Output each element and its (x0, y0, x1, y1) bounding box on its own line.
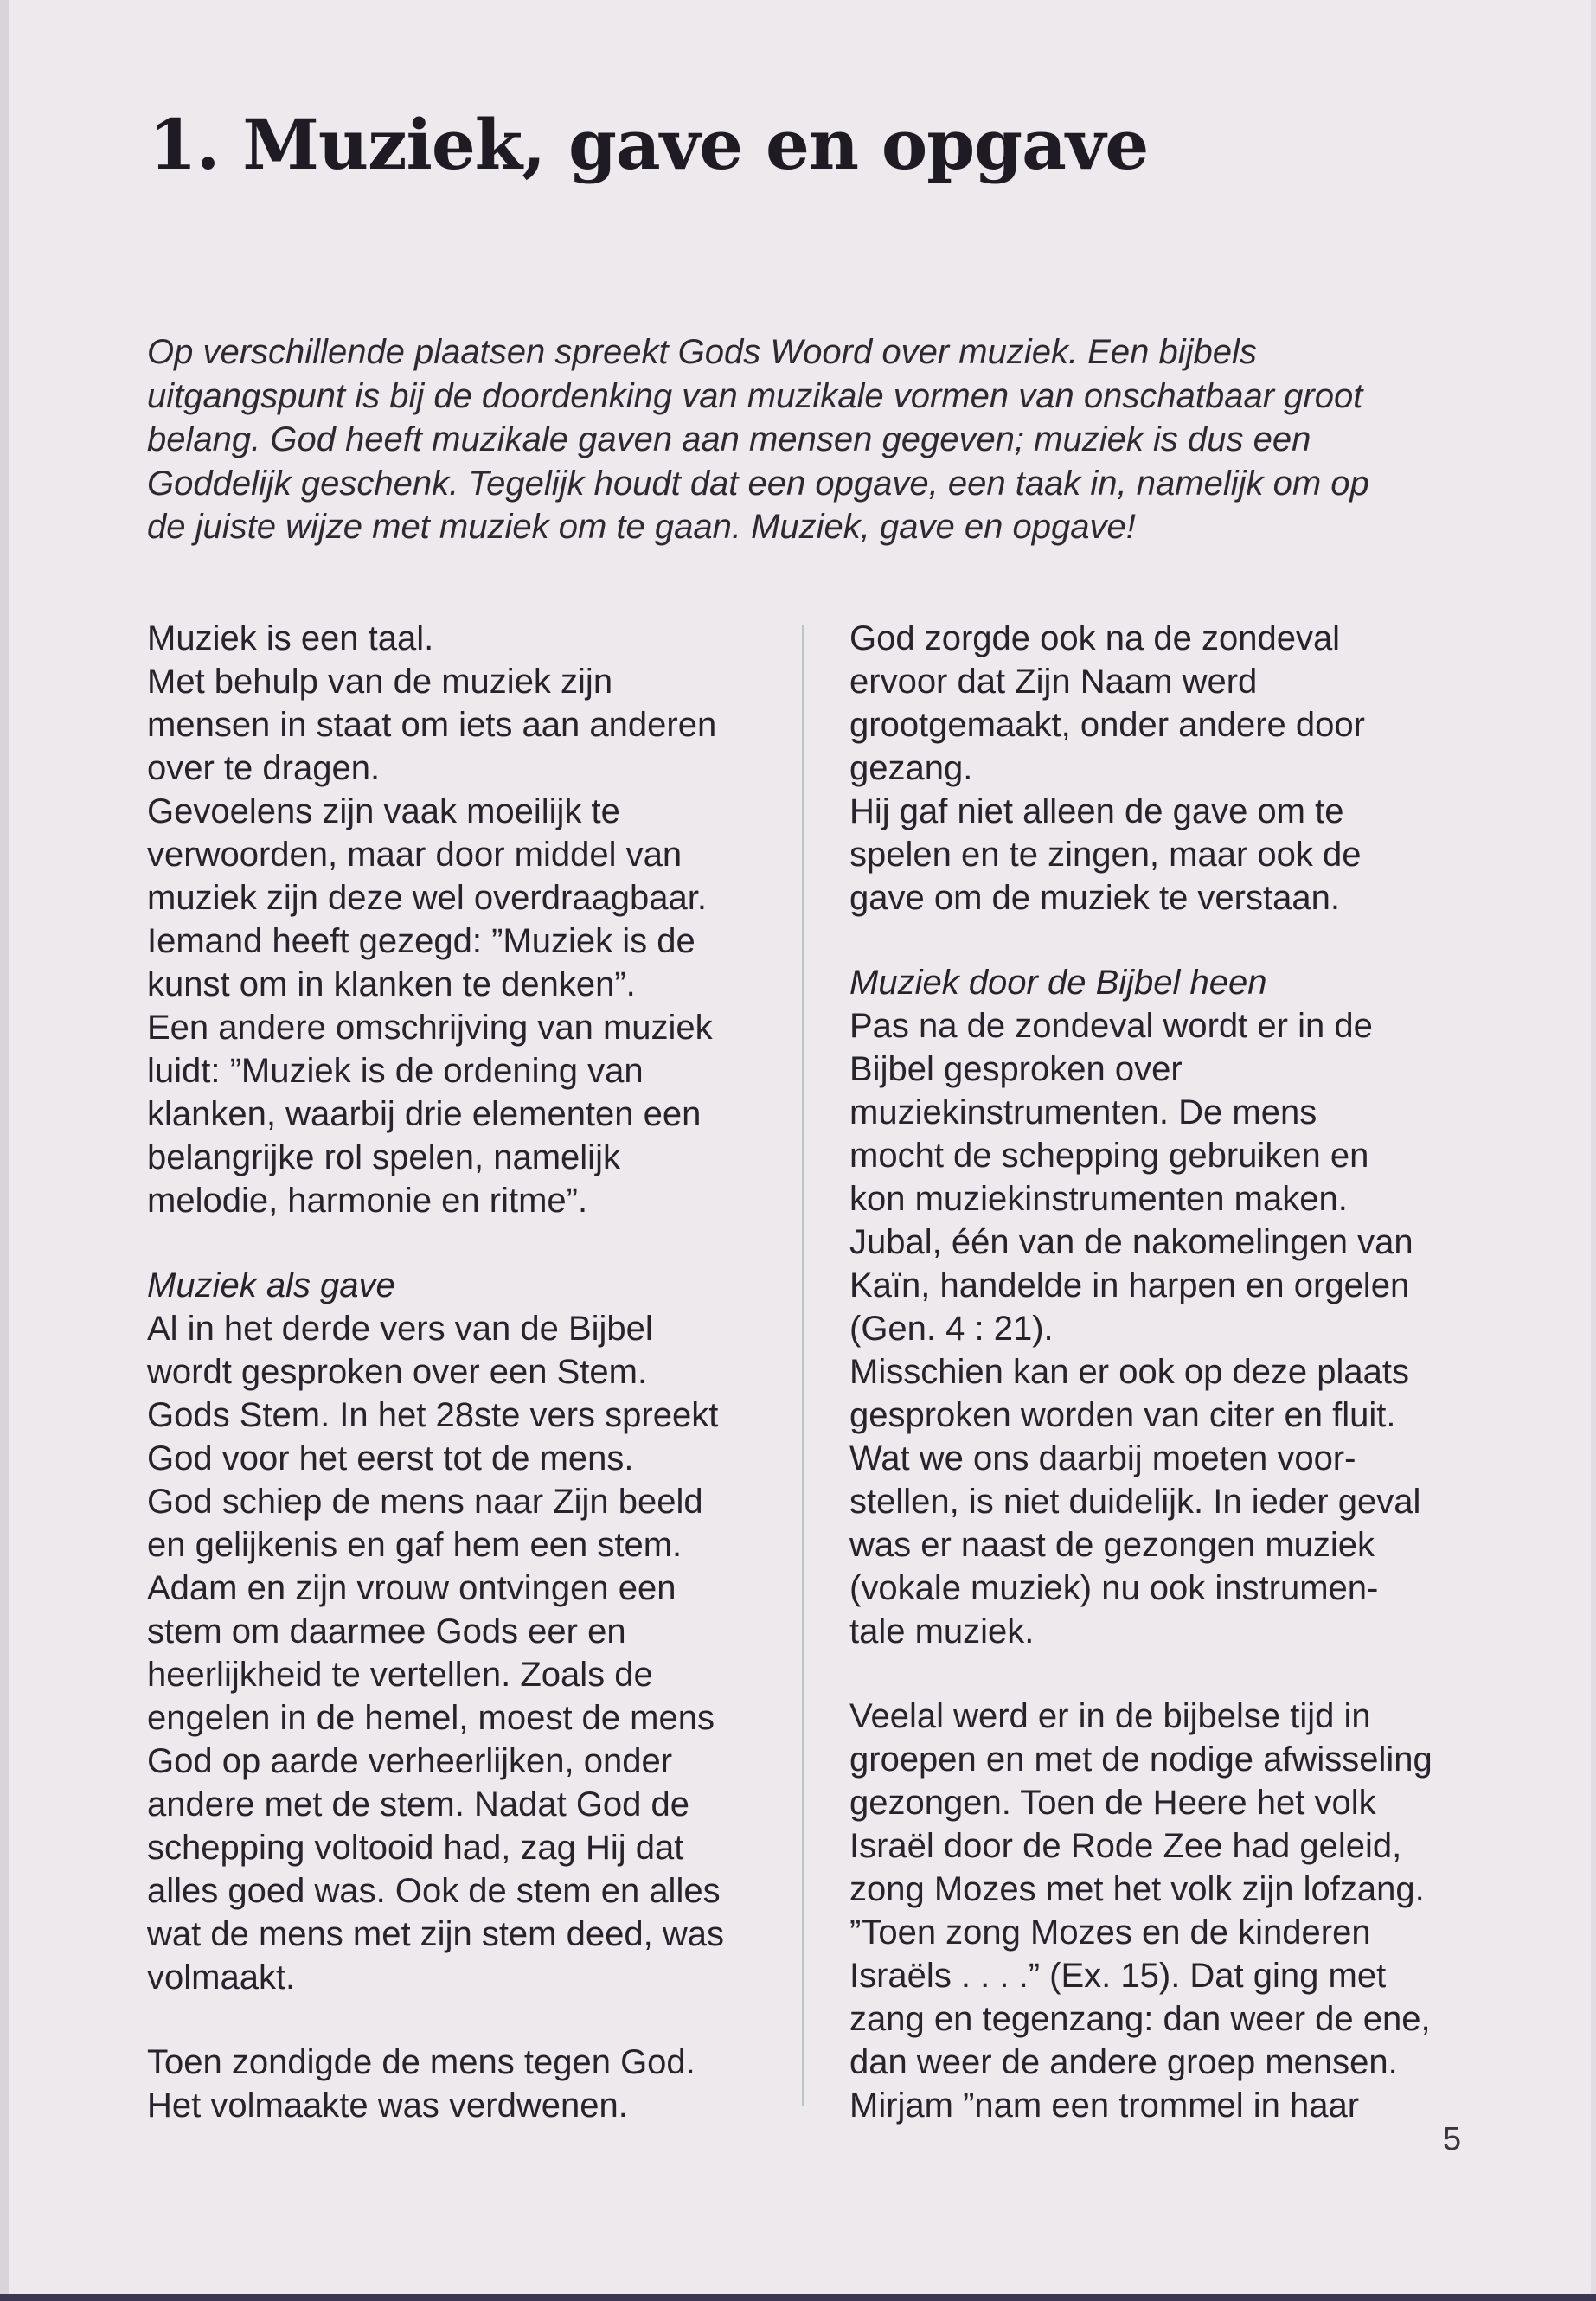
paragraph (849, 617, 1481, 920)
paragraph (849, 1004, 1481, 1653)
text-line: tale muziek. (849, 1612, 1035, 1650)
text-line: gesproken worden van citer en fluit. (849, 1396, 1396, 1434)
text-line: schepping voltooid had, zag Hij dat (147, 1829, 684, 1867)
text-line: Veelal werd er in de bijbelse tijd in (849, 1697, 1371, 1735)
text-line: stem om daarmee Gods eer en (147, 1612, 626, 1650)
text-line: Israël door de Rode Zee had geleid, (849, 1827, 1402, 1865)
paragraph (147, 2041, 804, 2127)
text-line: zang en tegenzang: dan weer de ene, (849, 2000, 1431, 2038)
text-line: ”Toen zong Mozes en de kinderen (849, 1913, 1371, 1952)
text-line: alles goed was. Ook de stem en alles (147, 1872, 721, 1910)
text-line: kon muziekinstrumenten maken. (849, 1180, 1348, 1218)
intro-line: Goddelijk geschenk. Tegelijk houdt dat een opgave, een taak in, namelijk om op (147, 464, 1369, 503)
page-bottom-edge (0, 2294, 1596, 2301)
text-line: Israëls . . . .” (Ex. 15). Dat ging met (849, 1957, 1387, 1995)
text-line: God voor het eerst tot de mens. (147, 1439, 634, 1477)
text-line: engelen in de hemel, moest de mens (147, 1699, 715, 1737)
text-line: gezang. (849, 749, 973, 787)
paragraph-gap (849, 1653, 1481, 1695)
right-column (849, 617, 1481, 2127)
left-column (147, 617, 804, 2127)
text-line: Muziek is een taal. (147, 619, 434, 657)
text-line: wat de mens met zijn stem deed, was (147, 1915, 724, 1953)
text-line: mocht de schepping gebruiken en (849, 1137, 1369, 1175)
text-line: ervoor dat Zijn Naam werd (849, 663, 1258, 701)
text-line: Al in het derde vers van de Bijbel (147, 1310, 653, 1348)
text-line: Het volmaakte was verdwenen. (147, 2086, 628, 2125)
text-line: verwoorden, maar door middel van (147, 836, 683, 874)
page-right-edge (1591, 0, 1596, 2301)
text-line: Bijbel gesproken over (849, 1050, 1183, 1088)
text-line: wordt gesproken over een Stem. (147, 1353, 648, 1391)
text-line: Misschien kan er ook op deze plaats (849, 1353, 1410, 1391)
text-line: muziekinstrumenten. De mens (849, 1093, 1317, 1131)
text-line: mensen in staat om iets aan anderen (147, 706, 717, 744)
text-line: Adam en zijn vrouw ontvingen een (147, 1569, 676, 1607)
intro-paragraph (147, 330, 1479, 549)
page-left-edge (0, 0, 9, 2301)
text-line: Pas na de zondeval wordt er in de (849, 1007, 1373, 1045)
text-line: Gods Stem. In het 28ste vers spreekt (147, 1396, 719, 1434)
chapter-title: 1. Muziek, gave en opgave (149, 104, 1149, 185)
section-subheading: Muziek door de Bijbel heen (849, 964, 1267, 1002)
paragraph-gap (147, 1999, 804, 2041)
paragraph-gap (849, 920, 1481, 961)
intro-line: uitgangspunt is bij de doordenking van muzikale vormen van onschatbaar groot (147, 376, 1363, 415)
paragraph (147, 1307, 804, 1999)
text-line: Een andere omschrijving van muziek (147, 1009, 713, 1047)
intro-line: Op verschillende plaatsen spreekt Gods Woord over muziek. Een bijbels (147, 333, 1257, 371)
text-line: klanken, waarbij drie elementen een (147, 1095, 702, 1133)
text-line: Kaïn, handelde in harpen en orgelen (849, 1266, 1410, 1304)
paragraph-gap (147, 1222, 804, 1264)
text-line: over te dragen. (147, 749, 381, 787)
text-line: Met behulp van de muziek zijn (147, 663, 613, 701)
text-line: dan weer de andere groep mensen. (849, 2043, 1398, 2081)
intro-line: de juiste wijze met muziek om te gaan. Muziek, gave en opgave! (147, 508, 1136, 546)
text-line: Jubal, één van de nakomelingen van (849, 1223, 1413, 1261)
text-line: gezongen. Toen de Heere het volk (849, 1784, 1376, 1822)
text-line: God schiep de mens naar Zijn beeld (147, 1483, 703, 1521)
text-line: God zorgde ook na de zondeval (849, 619, 1341, 657)
text-line: Iemand heeft gezegd: ”Muziek is de (147, 922, 695, 960)
text-line: stellen, is niet duidelijk. In ieder geval (849, 1483, 1421, 1521)
paragraph (147, 617, 804, 1222)
paragraph (849, 1695, 1481, 2127)
intro-line: belang. God heeft muzikale gaven aan mensen gegeven; muziek is dus een (147, 420, 1311, 458)
text-line: muziek zijn deze wel overdraagbaar. (147, 879, 708, 917)
column-divider (802, 625, 804, 2106)
text-line: spelen en te zingen, maar ook de (849, 836, 1362, 874)
text-line: Hij gaf niet alleen de gave om te (849, 792, 1344, 830)
page-number: 5 (1443, 2121, 1462, 2157)
text-line: melodie, harmonie en ritme”. (147, 1182, 588, 1220)
text-line: Toen zondigde de mens tegen God. (147, 2043, 695, 2081)
text-line: Wat we ons daarbij moeten voor- (849, 1439, 1356, 1477)
text-line: kunst om in klanken te denken”. (147, 965, 636, 1003)
section-subheading: Muziek als gave (147, 1266, 395, 1304)
text-line: luidt: ”Muziek is de ordening van (147, 1052, 644, 1090)
text-line: belangrijke rol spelen, namelijk (147, 1138, 620, 1176)
text-line: grootgemaakt, onder andere door (849, 706, 1365, 744)
text-line: groepen en met de nodige afwisseling (849, 1740, 1433, 1779)
text-line: volmaakt. (147, 1958, 296, 1997)
text-line: andere met de stem. Nadat God de (147, 1785, 690, 1823)
text-line: (Gen. 4 : 21). (849, 1310, 1054, 1348)
text-line: en gelijkenis en gaf hem een stem. (147, 1526, 683, 1564)
text-line: zong Mozes met het volk zijn lofzang. (849, 1870, 1425, 1908)
text-line: (vokale muziek) nu ook instrumen- (849, 1569, 1379, 1607)
text-line: God op aarde verheerlijken, onder (147, 1742, 673, 1780)
text-line: was er naast de gezongen muziek (849, 1526, 1375, 1564)
text-line: Gevoelens zijn vaak moeilijk te (147, 792, 620, 830)
text-line: gave om de muziek te verstaan. (849, 879, 1340, 917)
text-line: heerlijkheid te vertellen. Zoals de (147, 1656, 653, 1694)
text-line: Mirjam ”nam een trommel in haar (849, 2086, 1360, 2125)
